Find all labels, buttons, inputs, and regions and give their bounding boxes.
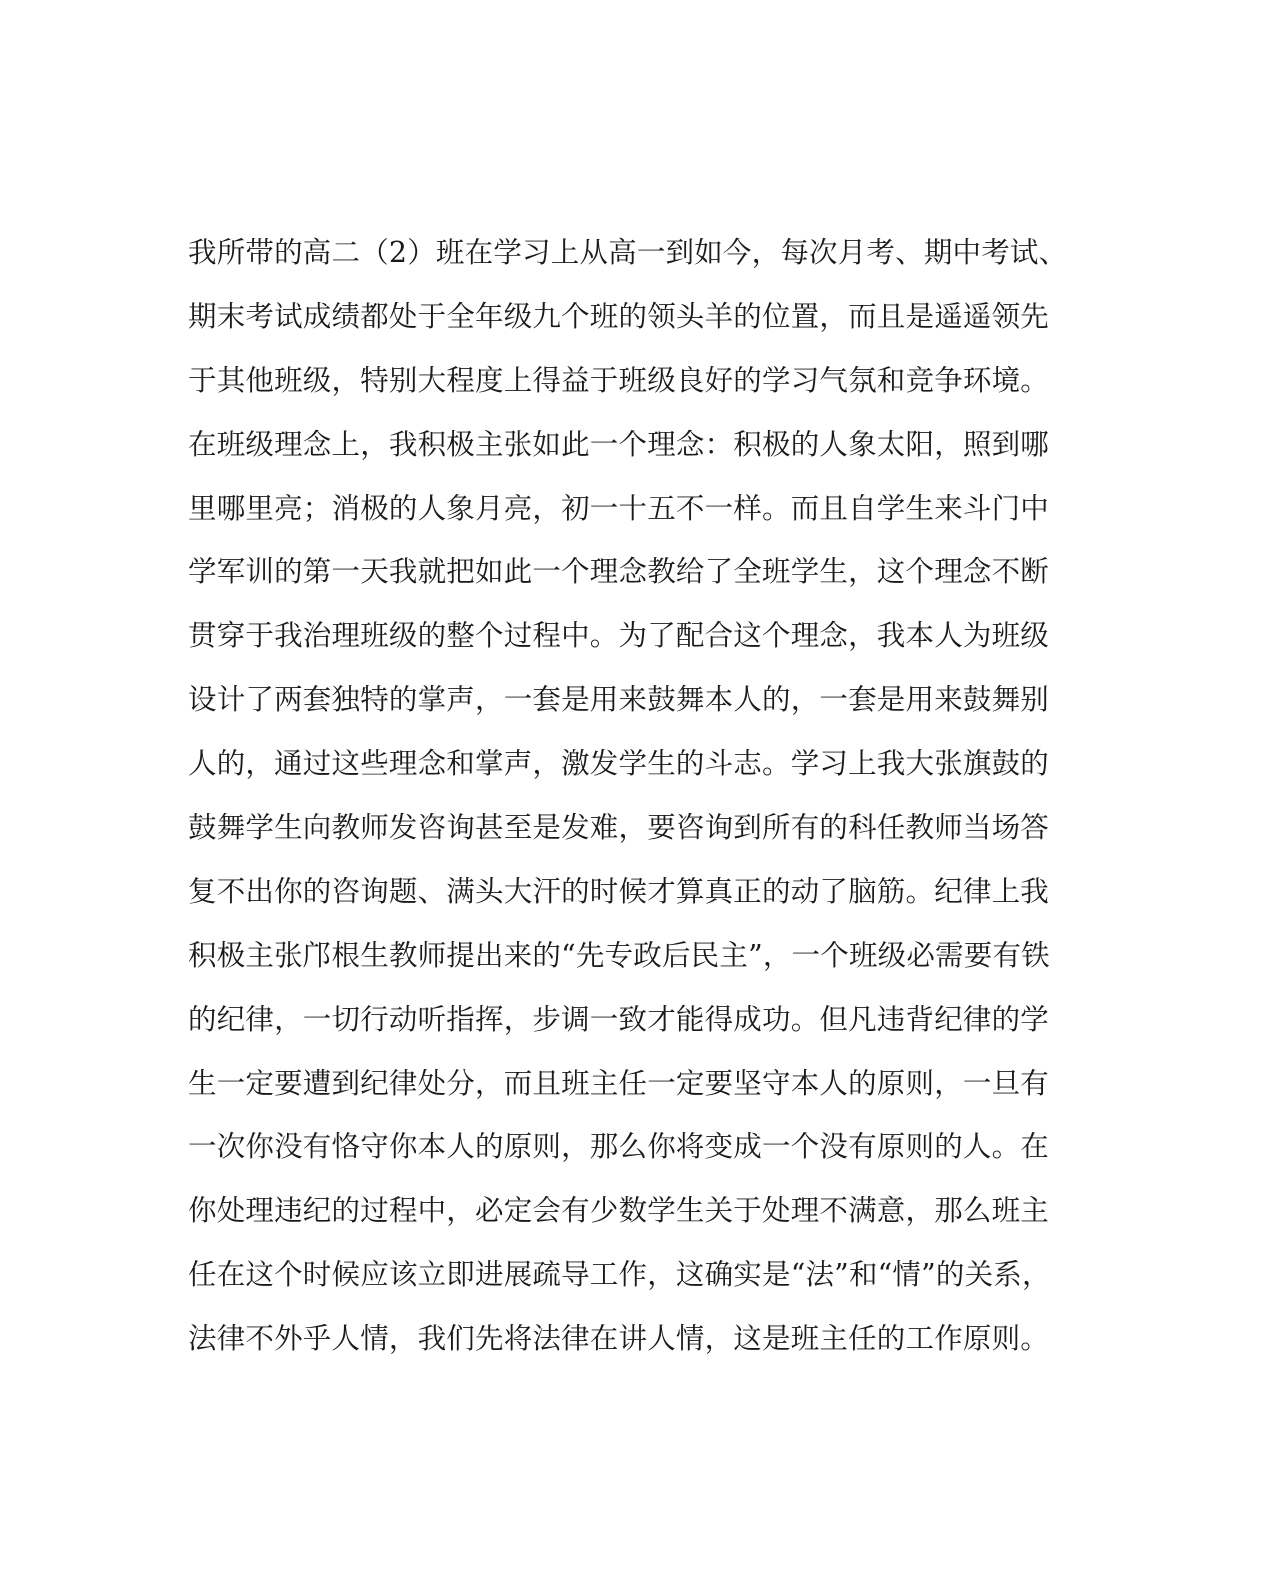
text-line: 生一定要遭到纪律处分，而且班主任一定要坚守本人的原则，一旦有	[188, 1066, 1050, 1100]
text-line: 任在这个时候应该立即进展疏导工作，这确实是“法”和“情”的关系，	[188, 1258, 1051, 1292]
text-line: 我所带的高二（2）班在学习上从高一到如今，每次月考、期中考试、	[188, 236, 1068, 269]
text-line: 一次你没有恪守你本人的原则，那么你将变成一个没有原则的人。在	[188, 1130, 1050, 1164]
text-line: 的纪律，一切行动听指挥，步调一致才能得成功。但凡违背纪律的学	[188, 1002, 1050, 1036]
text-line: 贯穿于我治理班级的整个过程中。为了配合这个理念，我本人为班级	[188, 619, 1050, 653]
text-line: 鼓舞学生向教师发咨询甚至是发难，要咨询到所有的科任教师当场答	[188, 811, 1050, 845]
text-line: 学军训的第一天我就把如此一个理念教给了全班学生，这个理念不断	[188, 555, 1050, 589]
text-line: 复不出你的咨询题、满头大汗的时候才算真正的动了脑筋。纪律上我	[188, 874, 1050, 908]
text-line: 积极主张邝根生教师提出来的“先专政后民主”，一个班级必需要有铁	[188, 938, 1050, 972]
text-line: 期末考试成绩都处于全年级九个班的领头羊的位置，而且是遥遥领先	[188, 299, 1050, 333]
text-line: 法律不外乎人情，我们先将法律在讲人情，这是班主任的工作原则。	[188, 1322, 1050, 1356]
text-line: 里哪里亮；消极的人象月亮，初一十五不一样。而且自学生来斗门中	[188, 491, 1050, 525]
text-line: 于其他班级，特别大程度上得益于班级良好的学习气氛和竞争环境。	[188, 363, 1050, 397]
text-line: 设计了两套独特的掌声，一套是用来鼓舞本人的，一套是用来鼓舞别	[188, 683, 1050, 717]
text-line: 人的，通过这些理念和掌声，激发学生的斗志。学习上我大张旗鼓的	[188, 747, 1050, 781]
text-line: 你处理违纪的过程中，必定会有少数学生关于处理不满意，那么班主	[188, 1194, 1050, 1228]
body-paragraph	[188, 225, 1068, 1375]
text-line: 在班级理念上，我积极主张如此一个理念：积极的人象太阳，照到哪	[188, 427, 1050, 461]
